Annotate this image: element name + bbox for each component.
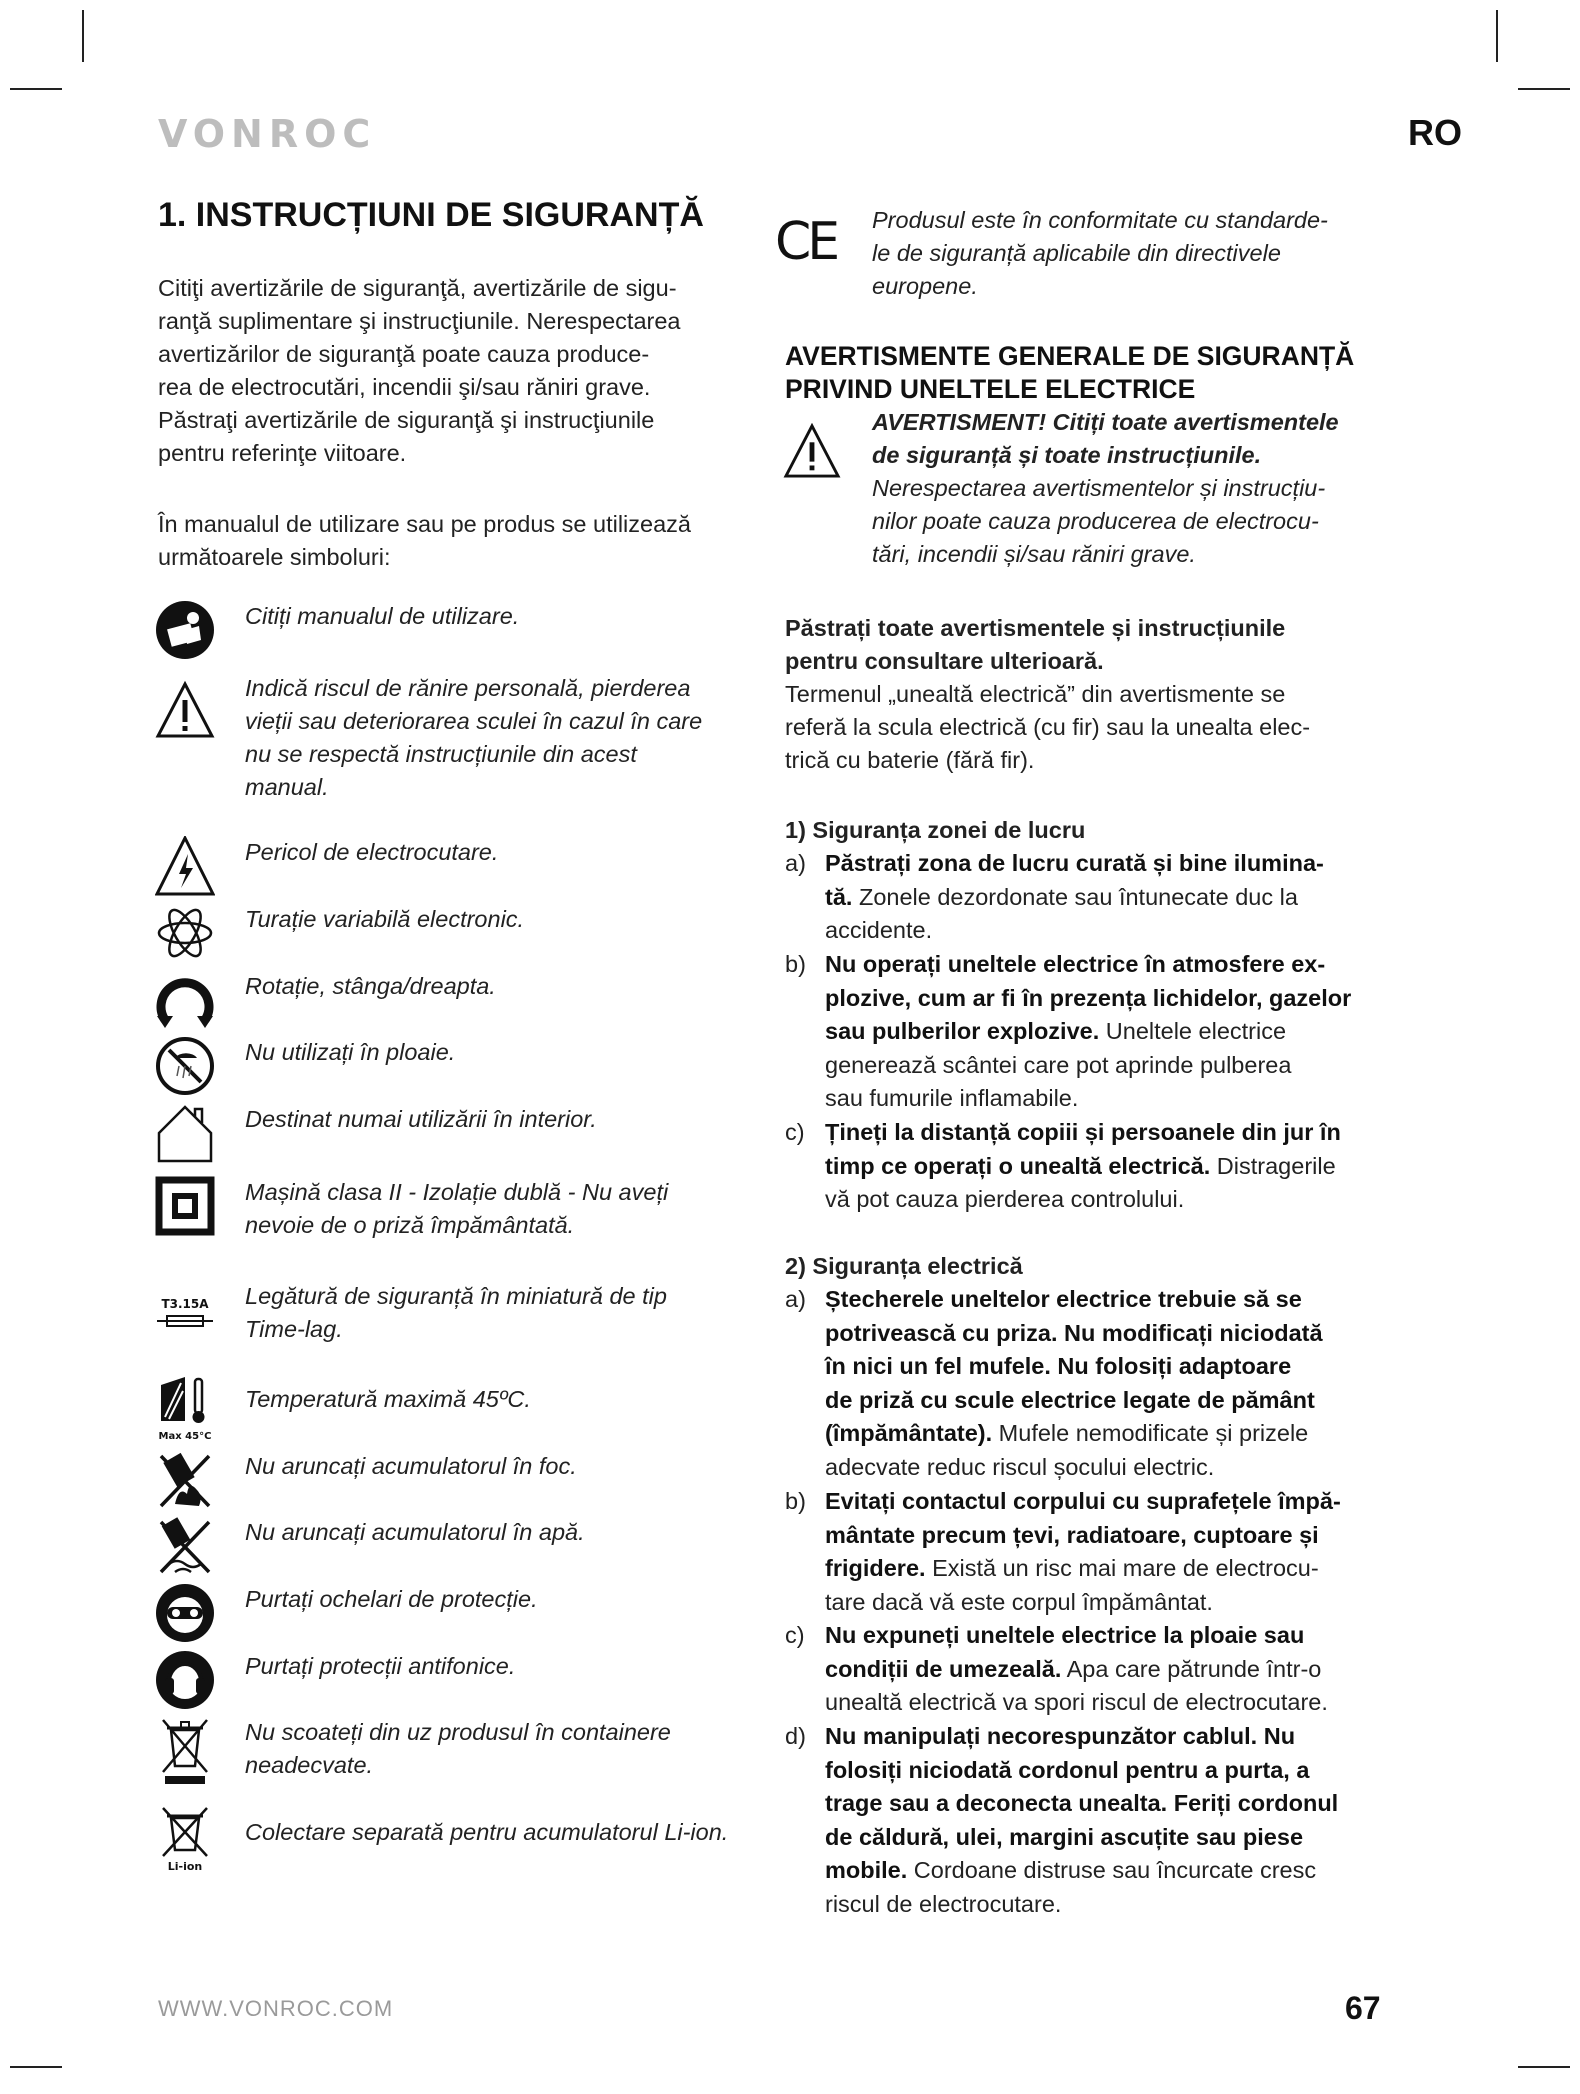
symbol-row (155, 1450, 775, 1510)
weee-bin-icon (155, 1716, 215, 1786)
class-ii-insulation-icon (155, 1176, 215, 1236)
symbol-description: Purtați protecții antifonice. (245, 1653, 516, 1679)
footer-website: WWW.VONROC.COM (158, 1996, 394, 2021)
warning-text: AVERTISMENT! Citiți toate avertismentele de siguranță și toate instrucțiunile. Nerespectarea avertismentelor și instrucțiu- nilor poate cauza producerea de electrocu- tări, incendii și/sau răniri grave. (872, 409, 1339, 567)
no-rain-icon (155, 1036, 215, 1096)
symbol-row (155, 1516, 775, 1576)
list-item-letter: c) (785, 1119, 805, 1145)
variable-speed-icon (155, 903, 215, 963)
symbols-intro: În manualul de utilizare sau pe produs se utilizează următoarele simboluri: (158, 511, 691, 570)
svg-text:Li-ion: Li-ion (167, 1860, 203, 1873)
intro-paragraph: Citiţi avertizările de siguranţă, avertizările de sigu- ranţă suplimentare şi instrucţiunile. Nerespectarea avertizărilor de siguranţă poate cauza produce- rea de electrocutări, incendii şi/sau răniri grave. Păstraţi avertizările de siguranţă şi instrucţiunile pentru referinţe viitoare. (158, 275, 681, 466)
li-ion-bin-icon (155, 1804, 215, 1876)
symbol-row (155, 1650, 775, 1710)
warning-triangle-icon (783, 423, 841, 479)
language-code: RO (1408, 112, 1462, 153)
ce-mark-icon: CE (775, 212, 837, 272)
symbol-row (155, 1383, 775, 1443)
list-item-body: Nu operați uneltele electrice în atmosfere ex- plozive, cum ar fi în prezența lichidelor, gazelor sau pulberilor explozive. Uneltele electrice generează scântei care pot aprinde pulberea sau fumurile inflamabile. (825, 951, 1352, 1111)
page-number: 67 (1345, 1990, 1381, 2026)
symbol-row (155, 1716, 775, 1776)
crop-mark (1518, 88, 1570, 90)
list-item-body: Evitați contactul corpului cu suprafețele împă- mântate precum țevi, radiatoare, cuptoare și frigidere. Există un risc mai mare de electrocu- tare dacă vă este corpul împământat. (825, 1488, 1341, 1615)
crop-mark (82, 10, 84, 62)
symbol-row (155, 672, 775, 800)
symbol-row (155, 970, 775, 1030)
list-item-letter: b) (785, 951, 806, 977)
crop-mark (10, 2066, 62, 2068)
ear-protection-icon (155, 1650, 215, 1710)
symbol-description: Mașină clasa II - Izolație dublă - Nu aveți nevoie de o priză împământată. (245, 1179, 669, 1238)
list-item-body: Nu manipulați necorespunzător cablul. Nu folosiți niciodată cordonul pentru a purta, a trage sau a deconecta unealta. Feriți cordonul de căldură, ulei, margini ascuțite sau piese mobile. Cordoane distruse sau încurcate cresc riscul de electrocutare. (825, 1723, 1339, 1917)
symbol-row (155, 1583, 775, 1643)
symbol-row (155, 1103, 775, 1163)
symbol-description: Destinat numai utilizării în interior. (245, 1106, 597, 1132)
ce-conformity-text: Produsul este în conformitate cu standarde- le de siguranță aplicabile din directivele europene. (872, 207, 1328, 299)
list-item-letter: a) (785, 850, 806, 876)
crop-mark (10, 88, 62, 90)
rotation-icon (155, 970, 215, 1030)
no-water-battery-icon (155, 1516, 215, 1576)
list-item-body: Păstrați zona de lucru curată și bine ilumina- tă. Zonele dezordonate sau întunecate duc la accidente. (825, 850, 1324, 943)
max-temperature-icon (155, 1375, 215, 1445)
symbol-description: Nu aruncați acumulatorul în foc. (245, 1453, 577, 1479)
symbol-description: Citiți manualul de utilizare. (245, 603, 520, 629)
list-item-body: Nu expuneți uneltele electrice la ploaie sau condiții de umezeală. Apa care pătrunde într-o unealtă electrică va spori riscul de electrocutare. (825, 1622, 1328, 1715)
symbol-description: Nu scoateți din uz produsul în containere neadecvate. (245, 1719, 671, 1778)
symbol-description: Temperatură maximă 45ºC. (245, 1386, 531, 1412)
symbol-description: Legătură de siguranță în miniatură de tip Time-lag. (245, 1283, 667, 1342)
warning-triangle-icon (155, 680, 215, 740)
list-item-body: Ștecherele uneltelor electrice trebuie să se potrivească cu priza. Nu modificați niciodată în nici un fel mufele. Nu folosiți adaptoare de priză cu scule electrice legate de pământ (împământate). Mufele nemodificate și prizele adecvate reduc riscul șocului electric. (825, 1286, 1323, 1480)
crop-mark (1496, 10, 1498, 62)
symbol-row (155, 600, 775, 660)
symbol-description: Rotație, stânga/dreapta. (245, 973, 496, 999)
list-item-letter: c) (785, 1622, 805, 1648)
symbol-description: Purtați ochelari de protecție. (245, 1586, 538, 1612)
symbol-description: Pericol de electrocutare. (245, 839, 499, 865)
symbol-row (155, 1176, 775, 1236)
symbol-description: Nu aruncați acumulatorul în apă. (245, 1519, 585, 1545)
read-manual-icon (155, 600, 215, 660)
symbol-row (155, 1036, 775, 1096)
section-work-area-title: 1) Siguranța zonei de lucru (785, 817, 1086, 843)
list-item-letter: a) (785, 1286, 806, 1312)
eye-protection-icon (155, 1583, 215, 1643)
symbol-row (155, 836, 775, 896)
symbol-row (155, 903, 775, 963)
svg-text:Max 45°C: Max 45°C (158, 1431, 212, 1442)
symbol-description: Turație variabilă electronic. (245, 906, 525, 932)
svg-text:T3.15A: T3.15A (161, 1297, 209, 1311)
symbol-row (155, 1280, 775, 1340)
list-item-body: Țineți la distanță copiii și persoanele din jur în timp ce operați o unealtă electrică. Distragerile vă pot cauza pierderea controlului. (825, 1119, 1341, 1212)
symbol-description: Indică riscul de rănire personală, pierderea vieții sau deteriorarea sculei în cazul în care nu se respectă instrucțiunile din acest manual. (245, 675, 703, 800)
keep-instructions-paragraph: Păstrați toate avertismentele și instrucțiunile pentru consultare ulterioară. Termenul „unealtă electrică” din avertismente se referă la scula electrică (cu fir) sau la unealta elec- trică cu baterie (fără fir). (785, 615, 1311, 773)
fuse-icon (155, 1290, 215, 1350)
list-item-letter: b) (785, 1488, 806, 1514)
symbol-description: Nu utilizați în ploaie. (245, 1039, 456, 1065)
crop-mark (1518, 2066, 1570, 2068)
no-fire-battery-icon (155, 1450, 215, 1510)
electric-shock-icon (155, 836, 215, 896)
indoor-use-icon (155, 1103, 215, 1163)
section-electrical-safety-title: 2) Siguranța electrică (785, 1253, 1023, 1279)
page-title: 1. INSTRUCȚIUNI DE SIGURANȚĂ (158, 196, 704, 234)
symbol-row (155, 1816, 775, 1876)
general-warnings-heading: AVERTISMENTE GENERALE DE SIGURANȚĂ PRIVIND UNELTELE ELECTRICE (785, 341, 1355, 404)
symbol-description: Colectare separată pentru acumulatorul Li-ion. (245, 1819, 729, 1845)
brand-logo: VONROC (158, 112, 377, 156)
list-item-letter: d) (785, 1723, 806, 1749)
